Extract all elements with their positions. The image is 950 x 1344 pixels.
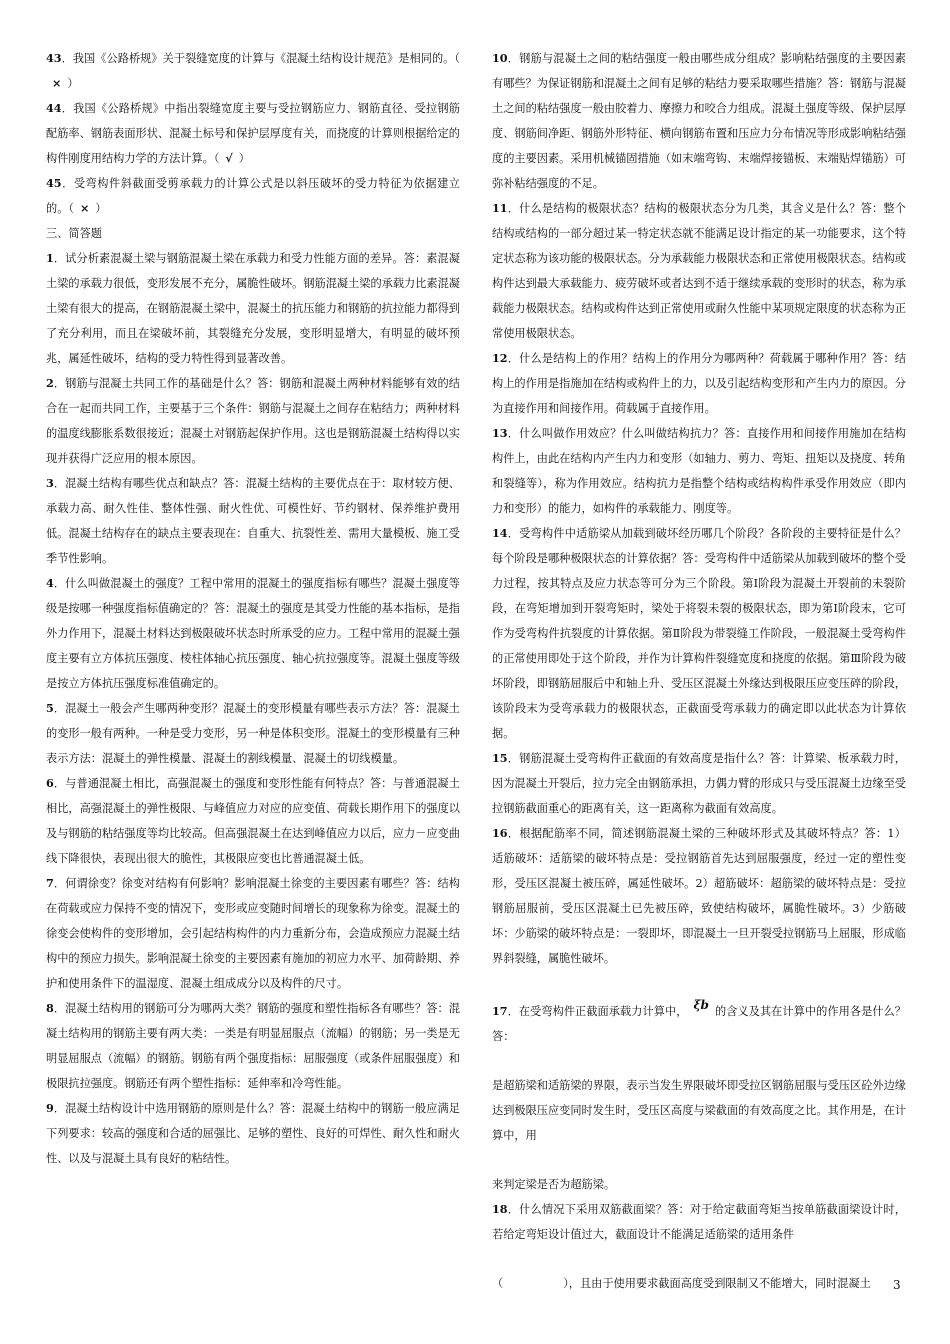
question-13 — [492, 421, 906, 521]
question-text: ．根据配筋率不同，简述钢筋混凝土梁的三种破坏形式及其破坏特点？答：1）适筋破坏：适筋梁的破坏特点是：受拉钢筋首先达到屈服强度，经过一定的塑性变形，受压区混凝土被压碎，属延性破坏。2）超筋破坏：超筋梁的破坏特点是：受拉钢筋屈服前，受压区混凝土已先被压碎，致使结构破坏，属脆性破坏。3）少筋破坏：少筋梁的破坏特点是：一裂即坏，即混凝土一旦开裂受拉钢筋马上屈服，形成临界斜裂缝，属脆性破坏。 — [492, 827, 906, 965]
question-4 — [46, 571, 460, 696]
left-column — [46, 46, 460, 1171]
spacer — [492, 1148, 906, 1172]
answer-mark: √ — [225, 151, 233, 165]
item-number: 44 — [46, 101, 62, 115]
question-14 — [492, 521, 906, 746]
question-text: ．混凝土结构用的钢筋可分为哪两大类？钢筋的强度和塑性指标各有哪些？答：混凝土结构用的钢筋主要有两大类：一类是有明显屈服点（流幅）的钢筋；另一类是无明显屈服点（流幅）的钢筋。钢筋有两个强度指标：屈服强度（或条件屈服强度）和极限抗拉强度。钢筋还有两个塑性指标：延伸率和冷弯性能。 — [46, 1002, 460, 1090]
question-text: 的含义及其在计算中的作用各是什么？答： — [492, 1005, 906, 1043]
item-text-tail: ） — [95, 202, 107, 215]
question-number: 8 — [46, 1001, 54, 1015]
question-9 — [46, 1096, 460, 1171]
question-number: 7 — [46, 876, 54, 890]
spacer — [492, 1247, 906, 1271]
question-number: 5 — [46, 701, 54, 715]
question-number: 16 — [492, 826, 508, 840]
question-16 — [492, 821, 906, 971]
item-44 — [46, 96, 460, 171]
answer-mark: × — [79, 201, 90, 215]
question-number: 18 — [492, 1202, 508, 1216]
question-text: ．什么情况下采用双筋截面梁？答：对于给定截面弯矩当按单筋截面梁设计时，若给定弯矩设计值过大，截面设计不能满足适筋梁的适用条件 — [492, 1203, 906, 1241]
question-number: 9 — [46, 1101, 54, 1115]
answer-text: 来判定梁是否为超筋梁。 — [492, 1178, 616, 1191]
right-column — [492, 46, 906, 1296]
item-text: ．我国《公路桥规》关于裂缝宽度的计算与《混凝土结构设计规范》是相同的。（ — [61, 52, 460, 65]
question-18 — [492, 1197, 906, 1296]
question-text: ．混凝土结构设计中选用钢筋的原则是什么？答：混凝土结构中的钢筋一般应满足下列要求：较高的强度和合适的屈强比、足够的塑性、良好的可焊性、耐久性和耐火性、以及与混凝土具有良好的粘结性。 — [46, 1102, 460, 1165]
question-number: 15 — [492, 751, 508, 765]
question-number: 10 — [492, 51, 508, 65]
question-number: 4 — [46, 576, 54, 590]
question-text: ．与普通混凝土相比，高强混凝土的强度和变形性能有何特点？答：与普通混凝土相比，高强混凝土的弹性极限、与峰值应力对应的应变值、荷载长期作用下的强度以及与钢筋的粘结强度等均比较高。但高强混凝土在达到峰值应力以后，应力－应变曲线下降很快，表现出很大的脆性，其极限应变也比普通混凝土低。 — [46, 777, 460, 865]
question-number: 2 — [46, 376, 54, 390]
item-text: ．受弯构件斜截面受剪承载力的计算公式是以斜压破坏的受力特征为依据建立的。（ — [46, 177, 460, 215]
spacer — [492, 1049, 906, 1073]
question-text: ．试分析素混凝土梁与钢筋混凝土梁在承载力和受力性能方面的差异。答：素混凝土梁的承载力很低，变形发展不充分，属脆性破坏。钢筋混凝土梁的承载力比素混凝土梁有很大的提高，在钢筋混凝土梁中，混凝土的抗压能力和钢筋的抗拉能力都得到了充分利用，而且在梁破坏前，其裂缝充分发展，变形明显增大，有明显的破坏预兆，属延性破坏，结构的受力特性得到显著改善。 — [46, 252, 460, 365]
answer-text: ），且由于使用要求截面高度受到限制又不能增大，同时混凝土 — [563, 1277, 871, 1290]
section-heading: 三、简答题 — [46, 227, 102, 240]
question-text: ．混凝土结构有哪些优点和缺点？答：混凝土结构的主要优点在于：取材较方便、承载力高、耐久性佳、整体性强、耐火性优、可模性好、节约钢材、保养维护费用低。混凝土结构存在的缺点主要表现在：自重大、抗裂性差、需用大量模板、施工受季节性影响。 — [46, 477, 460, 565]
question-5 — [46, 696, 460, 771]
question-3 — [46, 471, 460, 571]
page-number: 3 — [893, 1278, 901, 1292]
question-text: ．受弯构件中适筋梁从加载到破坏经历哪几个阶段？各阶段的主要特征是什么？每个阶段是哪种极限状态的计算依据？答：受弯构件中适筋梁从加载到破坏的整个受力过程，按其特点及应力状态等可分为三个阶段。第Ⅰ阶段为混凝土开裂前的未裂阶段，在弯矩增加到开裂弯矩时，梁处于将裂未裂的极限状态，即为第Ⅰ阶段末，它可作为受弯构件抗裂度的计算依据。第Ⅱ阶段为带裂缝工作阶段，一般混凝土受弯构件的正常使用即处于这个阶段，并作为计算构件裂缝宽度和挠度的依据。第Ⅲ阶段为破坏阶段，即钢筋屈服后中和轴上升、受压区混凝土外缘达到极限压应变压碎的阶段，该阶段末为受弯承载力的极限状态，正截面受弯承载力的确定即以此状态为计算依据。 — [492, 527, 906, 740]
item-text-tail: ） — [238, 152, 250, 165]
answer-text: 是超筋梁和适筋梁的界限，表示当发生界限破坏即受拉区钢筋屈服与受压区砼外边缘达到极限压应变同时发生时，受压区高度与梁截面的有效高度之比。其作用是，在计算中，用 — [492, 1079, 906, 1142]
question-text: ．什么是结构的极限状态？结构的极限状态分为几类，其含义是什么？答：整个结构或结构的一部分超过某一特定状态就不能满足设计指定的某一功能要求，这个特定状态称为该功能的极限状态。分为承载能力极限状态和正常使用极限状态。结构或构件达到最大承载能力、疲劳破坏或者达到不适于继续承载的变形时的状态，称为承载能力极限状态。结构或构件达到正常使用或耐久性能中某项规定限度的状态称为正常使用极限状态。 — [492, 202, 906, 340]
question-11 — [492, 196, 906, 346]
question-text: ．什么叫做作用效应？什么叫做结构抗力？答：直接作用和间接作用施加在结构构件上，由此在结构内产生内力和变形（如轴力、剪力、弯矩、扭矩以及挠度、转角和裂缝等），称为作用效应。结构抗力是指整个结构或结构构件承受作用效应（即内力和变形）的能力，如构件的承载能力、刚度等。 — [492, 427, 906, 515]
item-number: 45 — [46, 176, 62, 190]
question-text: ．什么叫做混凝土的强度？工程中常用的混凝土的强度指标有哪些？混凝土强度等级是按哪一种强度指标值确定的？答：混凝土的强度是其受力性能的基本指标，是指外力作用下，混凝土材料达到极限破坏状态时所承受的应力。工程中常用的混凝土强度主要有立方体抗压强度、棱柱体轴心抗压强度、轴心抗拉强度等。混凝土强度等级是按立方体抗压强度标准值确定的。 — [46, 577, 460, 690]
question-number: 11 — [492, 201, 508, 215]
item-number: 43 — [46, 51, 62, 65]
question-number: 3 — [46, 476, 54, 490]
question-number: 12 — [492, 351, 508, 365]
answer-text: （ — [492, 1277, 504, 1290]
item-text: ．我国《公路桥规》中指出裂缝宽度主要与受拉钢筋应力、钢筋直径、受拉钢筋配筋率、钢筋表面形状、混凝土标号和保护层厚度有关，而挠度的计算则根据给定的构件刚度用结构力学的方法计算。（ — [46, 102, 460, 165]
question-text: ．钢筋与混凝土共同工作的基础是什么？答：钢筋和混凝土两种材料能够有效的结合在一起而共同工作，主要基于三个条件：钢筋与混凝土之间存在粘结力；两种材料的温度线膨胀系数很接近；混凝土对钢筋起保护作用。这也是钢筋混凝土结构得以实现并获得广泛应用的根本原因。 — [46, 377, 460, 465]
question-number: 14 — [492, 526, 508, 540]
answer-mark: × — [52, 76, 62, 90]
question-2 — [46, 371, 460, 471]
question-text: ．钢筋与混凝土之间的粘结强度一般由哪些成分组成？影响粘结强度的主要因素有哪些？为保证钢筋和混凝土之间有足够的粘结力要采取哪些措施？答：钢筋与混凝土之间的粘结强度一般由胶着力、摩擦力和咬合力组成。混凝土强度等级、保护层厚度、钢筋间净距、钢筋外形特征、横向钢筋布置和压应力分布情况等形成影响粘结强度的主要因素。采用机械锚固措施（如末端弯钩、末端焊接锚板、末端贴焊锚筋）可弥补粘结强度的不足。 — [492, 52, 906, 190]
question-number: 1 — [46, 251, 54, 265]
question-1 — [46, 246, 460, 371]
item-45 — [46, 171, 460, 221]
question-17 — [492, 993, 906, 1197]
question-text: ．在受弯构件正截面承载力计算中， — [507, 1005, 688, 1018]
question-15 — [492, 746, 906, 821]
question-12 — [492, 346, 906, 421]
item-text-tail: ） — [67, 77, 79, 90]
question-6 — [46, 771, 460, 871]
question-number: 17 — [492, 1004, 508, 1018]
question-text: ．何谓徐变？徐变对结构有何影响？影响混凝土徐变的主要因素有哪些？答：结构在荷载或应力保持不变的情况下，变形或应变随时间增长的现象称为徐变。混凝土的徐变会使构件的变形增加，会引起结构构件的内力重新分布，会造成预应力混凝土结构中的预应力损失。影响混凝土徐变的主要因素有施加的初应力水平、加荷龄期、养护和使用条件下的温湿度、混凝土组成成分以及构件的尺寸。 — [46, 877, 460, 990]
question-8 — [46, 996, 460, 1096]
question-text: ．什么是结构上的作用？结构上的作用分为哪两种？荷载属于哪种作用？答：结构上的作用是指施加在结构或构件上的力，以及引起结构变形和产生内力的原因。分为直接作用和间接作用。荷载属于直接作用。 — [492, 352, 906, 415]
spacer — [492, 971, 906, 993]
question-7 — [46, 871, 460, 996]
xi-b-symbol: ξb — [693, 998, 709, 1012]
question-text: ．钢筋混凝土受弯构件正截面的有效高度是指什么？答：计算梁、板承载力时，因为混凝土开裂后，拉力完全由钢筋承担，力偶力臂的形成只与受压混凝土边缘至受拉钢筋截面重心的距离有关，这一距离称为截面有效高度。 — [492, 752, 906, 815]
question-text: ．混凝土一般会产生哪两种变形？混凝土的变形模量有哪些表示方法？答：混凝土的变形一般有两种。一种是受力变形，另一种是体积变形。混凝土的变形模量有三种表示方法：混凝土的弹性模量、混凝土的割线模量、混凝土的切线模量。 — [46, 702, 460, 765]
question-number: 6 — [46, 776, 54, 790]
question-number: 13 — [492, 426, 508, 440]
question-10 — [492, 46, 906, 196]
item-43 — [46, 46, 460, 96]
